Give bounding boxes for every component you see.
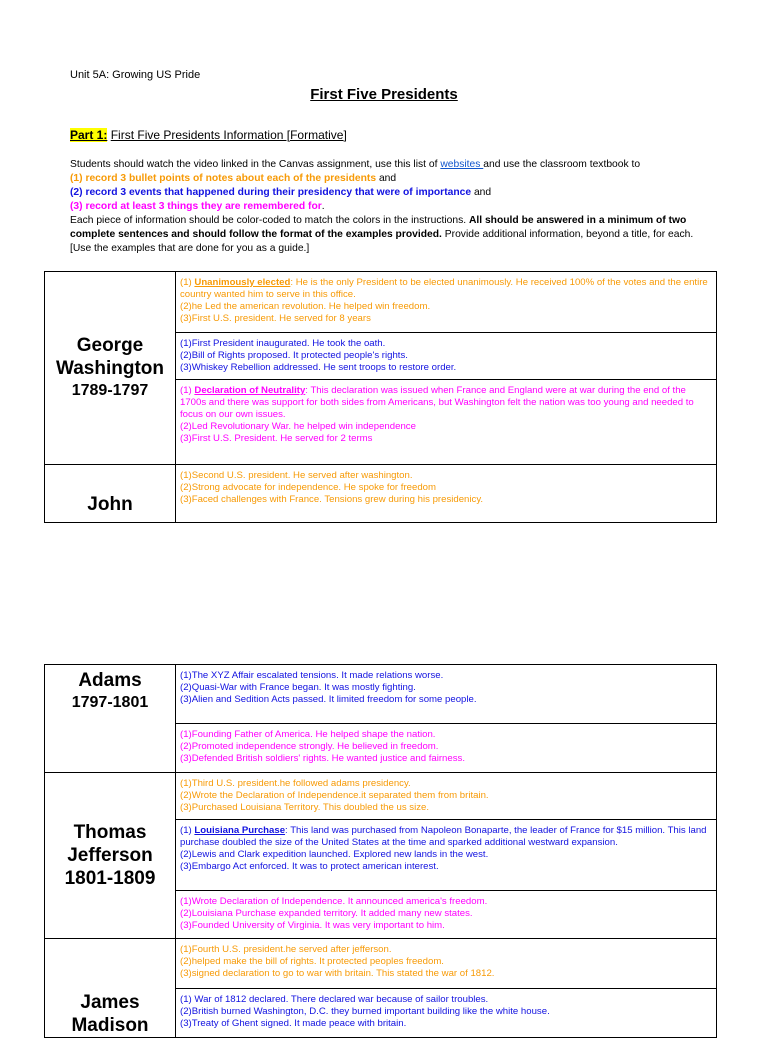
presidents-table-2 bbox=[44, 664, 717, 1038]
table-row bbox=[45, 272, 717, 333]
event-line: (2)Quasi-War with France began. It was mostly fighting. bbox=[180, 682, 416, 693]
note-line: (3)Purchased Louisiana Territory. This doubled the us size. bbox=[180, 802, 430, 813]
event-term: Louisiana Purchase bbox=[194, 825, 286, 836]
president-name: Thomas bbox=[73, 822, 147, 843]
remembered-text: : This declaration was issued when France and England were at war during the end of the 1700s and there was support for both sides from Americans, but Washington felt the nation was too young and needed to focus on our own issues. bbox=[180, 385, 694, 420]
president-name-cell bbox=[45, 773, 176, 939]
event-text: : This land was purchased from Napoleon Bonaparte, the leader of France for $15 million. This land purchase doubled the size of the United States at the time and sparked additional westward expansion. bbox=[180, 825, 707, 848]
note-prefix: (1) bbox=[180, 385, 195, 396]
notes-cell bbox=[176, 939, 717, 989]
instructions bbox=[70, 158, 698, 256]
remembered-cell bbox=[176, 380, 717, 465]
page-title: First Five Presidents bbox=[310, 86, 458, 103]
note-line: (2)Strong advocate for independence. He spoke for freedom bbox=[180, 482, 436, 493]
remembered-line: (2)Led Revolutionary War. he helped win independence bbox=[180, 421, 416, 432]
note-line: (3)Faced challenges with France. Tensions grew during his presidenicy. bbox=[180, 494, 484, 505]
remembered-line: (1)Wrote Declaration of Independence. It announced america's freedom. bbox=[180, 896, 488, 907]
notes-cell bbox=[176, 773, 717, 820]
instruction-item-3: (3) record at least 3 things they are remembered for bbox=[70, 201, 322, 212]
events-cell bbox=[176, 988, 717, 1038]
event-line: (3)Treaty of Ghent signed. It made peace with britain. bbox=[180, 1017, 407, 1029]
part-label: Part 1: bbox=[70, 128, 108, 142]
instructions-body-a: Each piece of information should be color-coded to match the colors in the instructions. bbox=[70, 215, 469, 226]
event-line: (1)First President inaugurated. He took the oath. bbox=[180, 338, 386, 349]
president-name: George bbox=[76, 335, 144, 356]
note-text: : He is the only President to be elected unanimously. He received 100% of the votes and the entire country wanted him to serve in this office. bbox=[180, 277, 708, 300]
note-prefix: (1) bbox=[180, 277, 195, 288]
table-row bbox=[45, 465, 717, 523]
remembered-term: Declaration of Neutrality bbox=[194, 385, 306, 396]
part-heading bbox=[70, 128, 347, 142]
note-line: (3)First U.S. president. He served for 8 years bbox=[180, 313, 371, 324]
note-line: (1)Third U.S. president.he followed adams presidency. bbox=[180, 778, 411, 789]
remembered-line: (3)First U.S. President. He served for 2 terms bbox=[180, 433, 373, 444]
websites-link[interactable]: websites bbox=[440, 159, 484, 170]
event-line: (1)The XYZ Affair escalated tensions. It made relations worse. bbox=[180, 670, 444, 681]
presidents-table-1 bbox=[44, 271, 717, 523]
part-title: First Five Presidents Information [Formative] bbox=[110, 128, 347, 142]
note-line: (2)Wrote the Declaration of Independence.it separated them from britain. bbox=[180, 790, 489, 801]
instructions-body-b: Provide additional information, beyond a title, for each. [Use the examples that are done for you as a guide.] bbox=[70, 229, 694, 254]
president-name-cell bbox=[45, 939, 176, 1038]
president-years: 1789-1797 bbox=[71, 382, 149, 399]
instructions-body-bold: All should be answered in a minimum of two complete sentences and should follow the format of the examples provided. bbox=[70, 215, 687, 240]
remembered-cell bbox=[176, 891, 717, 939]
event-line: (3)Alien and Sedition Acts passed. It limited freedom for some people. bbox=[180, 694, 477, 705]
instruction-item-1-tail: and bbox=[376, 173, 397, 184]
events-cell bbox=[176, 820, 717, 891]
president-name: Jefferson bbox=[67, 845, 153, 866]
president-name-cell bbox=[45, 665, 176, 773]
president-years: 1797-1801 bbox=[71, 694, 149, 711]
unit-label: Unit 5A: Growing US Pride bbox=[70, 69, 201, 81]
instruction-item-2-tail: and bbox=[471, 187, 492, 198]
note-prefix: (1) bbox=[180, 825, 195, 836]
remembered-line: (2)Louisiana Purchase expanded territory. It added many new states. bbox=[180, 908, 473, 919]
table-row bbox=[45, 939, 717, 989]
event-line: (2)Bill of Rights proposed. It protected people's rights. bbox=[180, 350, 408, 361]
president-name-cell bbox=[45, 465, 176, 523]
events-cell bbox=[176, 333, 717, 380]
event-line: (3)Embargo Act enforced. It was to protect american interest. bbox=[180, 861, 439, 872]
note-line: (1)Fourth U.S. president.he served after jefferson. bbox=[180, 944, 392, 955]
remembered-line: (1)Founding Father of America. He helped shape the nation. bbox=[180, 729, 436, 740]
remembered-line: (3)Defended British soldiers' rights. He wanted justice and fairness. bbox=[180, 753, 465, 764]
events-cell bbox=[176, 665, 717, 724]
instruction-item-3-tail: . bbox=[321, 201, 325, 212]
remembered-line: (2)Promoted independence strongly. He believed in freedom. bbox=[180, 741, 439, 752]
note-line: (1)Second U.S. president. He served after washington. bbox=[180, 470, 413, 481]
event-line: (3)Whiskey Rebellion addressed. He sent troops to restore order. bbox=[180, 362, 457, 373]
instructions-intro-b: and use the classroom textbook to bbox=[483, 159, 641, 170]
president-name: Washington bbox=[56, 358, 164, 379]
event-line: (1) War of 1812 declared. There declared war because of sailor troubles. bbox=[180, 993, 489, 1005]
instruction-item-2: (2) record 3 events that happened during their presidency that were of importance bbox=[70, 187, 472, 198]
note-line: (2)helped make the bill of rights. It protected peoples freedom. bbox=[180, 956, 444, 967]
event-line: (2)British burned Washington, D.C. they burned important building like the white house. bbox=[180, 1005, 550, 1017]
instruction-item-1: (1) record 3 bullet points of notes about each of the presidents bbox=[70, 173, 377, 184]
remembered-line bbox=[180, 385, 694, 420]
president-name: Adams bbox=[78, 670, 142, 691]
note-term: Unanimously elected bbox=[194, 277, 291, 288]
note-line: (3)signed declaration to go to war with britain. This stated the war of 1812. bbox=[180, 968, 495, 979]
instructions-intro-a: Students should watch the video linked in the Canvas assignment, use this list of bbox=[70, 159, 441, 170]
president-years: 1801-1809 bbox=[64, 868, 156, 889]
note-line: (2)he Led the american revolution. He helped win freedom. bbox=[180, 301, 431, 312]
table-row bbox=[45, 665, 717, 724]
event-line bbox=[180, 825, 707, 848]
president-name: Madison bbox=[71, 1015, 149, 1036]
president-name: John bbox=[87, 494, 133, 515]
president-name: James bbox=[80, 992, 140, 1013]
note-line bbox=[180, 277, 708, 300]
remembered-line: (3)Founded University of Virginia. It was very important to him. bbox=[180, 920, 445, 931]
event-line: (2)Lewis and Clark expedition launched. Explored new lands in the west. bbox=[180, 849, 489, 860]
notes-cell bbox=[176, 465, 717, 523]
table-row bbox=[45, 773, 717, 820]
remembered-cell bbox=[176, 724, 717, 773]
president-name-cell bbox=[45, 272, 176, 465]
notes-cell bbox=[176, 272, 717, 333]
